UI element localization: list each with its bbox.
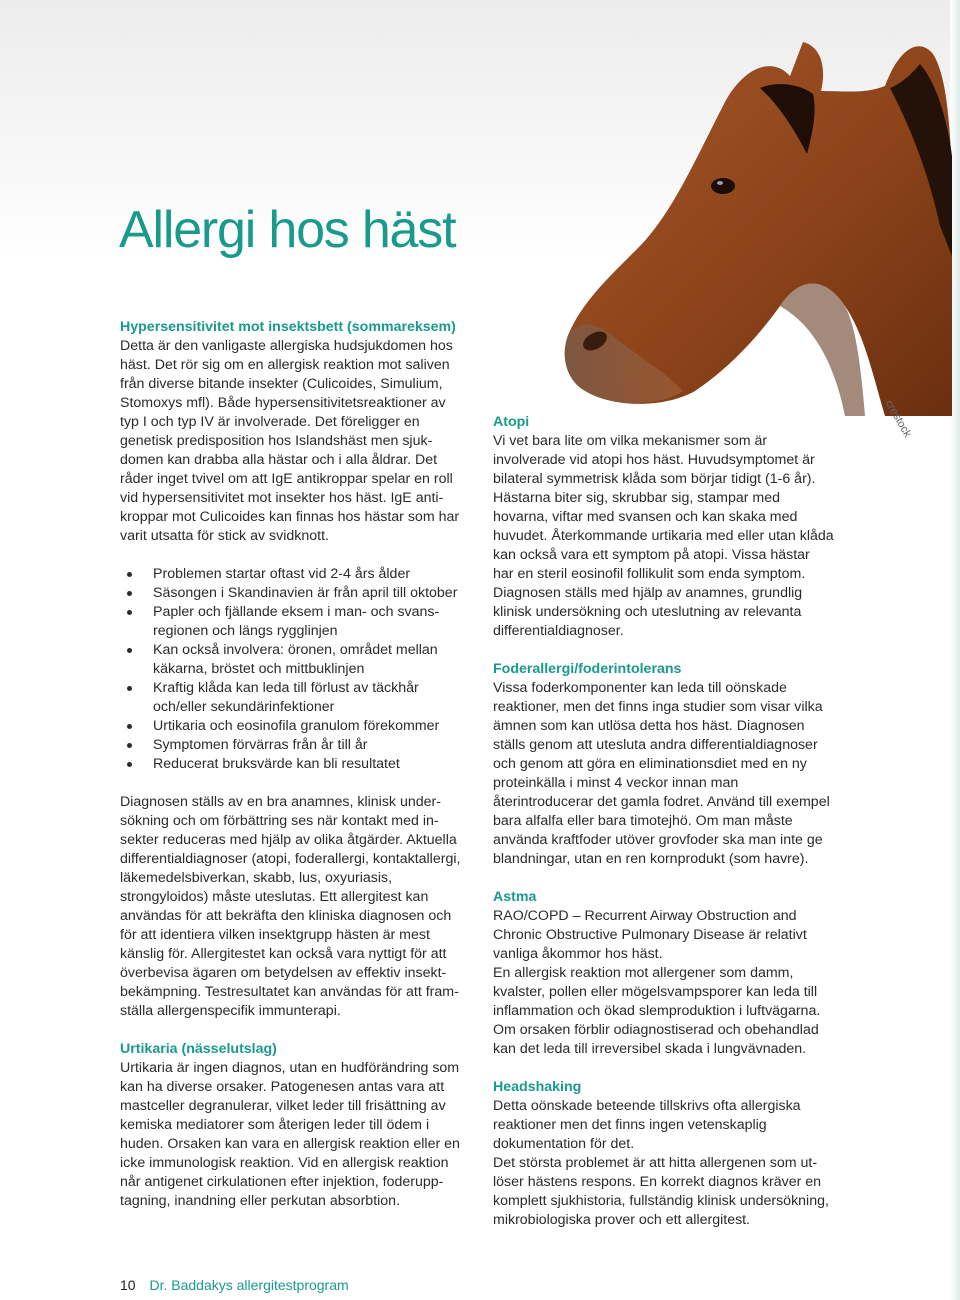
paragraph-headshaking: Detta oönskade beteende tillskrivs ofta allergiska reaktioner men det finns ingen vetenskaplig dokumentation för det. Det största problemet är att hitta allergenen som ut- löser hästens respons. En korrekt diagnos kräver en komplett sjukhistoria, fullständig klinisk undersökning, mikrobiologiska prover och ett allergitest. [493, 1098, 829, 1228]
symptom-bullet-list [120, 565, 480, 774]
list-item: Urtikaria och eosinofila granulom förekommer [120, 717, 480, 736]
page-title: Allergi hos häst [119, 201, 456, 259]
left-column [120, 318, 480, 1211]
paragraph-asthma: RAO/COPD – Recurrent Airway Obstruction and Chronic Obstructive Pulmonary Disease är relativt vanliga åkommor hos häst. En allergisk reaktion mot allergener som damm, kvalster, pollen eller mögelsvampsporer kan leda till inflammation och ökad slemproduktion i luftvägarna. Om orsaken förblir odiagnostiserad och obehandlad kan det leda till irreversibel skada i lungvävnaden. [493, 908, 821, 1057]
heading-urticaria: Urtikaria (nässelutslag) [120, 1041, 277, 1057]
right-column [493, 413, 843, 1230]
list-item: Symptomen förvärras från år till år [120, 736, 480, 755]
paragraph-food-allergy: Vissa foderkomponenter kan leda till oönskade reaktioner, men det finns inga studier som visar vilka ämnen som kan utlösa detta hos häst. Diagnosen ställs genom att utesluta andra differentialdiagnoser och genom att göra en eliminationsdiet med en ny proteinkälla i minst 4 veckor innan man återintroducerar det gamla fodret. Använd till exempel bara alfalfa eller bara timotejhö. Om man måste använda kraftfoder utöver grovfoder ska man inte ge blandningar, utan en ren kornprodukt (som havre). [493, 680, 830, 867]
list-item: Kan också involvera: öronen, området mellan käkarna, bröstet och mittbuklinjen [120, 641, 480, 679]
paragraph-atopy: Vi vet bara lite om vilka mekanismer som är involverade vid atopi hos häst. Huvudsymptomet är bilateral symmetrisk klåda som börjar tidigt (1-6 år). Hästarna biter sig, skrubbar sig, stampar med hovarna, viftar med svansen och kan skaka med huvudet. Återkommande urtikaria med eller utan klåda kan också vara ett symptom på atopi. Vissa hästar har en steril eosinofil follikulit som enda symptom. Diagnosen ställs med hjälp av anamnes, grundlig klinisk undersökning och uteslutning av relevanta differentialdiagnoser. [493, 433, 834, 639]
list-item: Papler och fjällande eksem i man- och svans- regionen och längs rygglinjen [120, 603, 480, 641]
heading-headshaking: Headshaking [493, 1079, 582, 1095]
paragraph-hypersensitivity: Detta är den vanligaste allergiska hudsjukdomen hos häst. Det rör sig om en allergisk reaktion mot saliven från diverse bitande insekter (Culicoides, Simulium, Stomoxys mfl). Både hypersensitivitetsreaktioner av typ I och typ IV är involverade. Det föreligger en genetisk predisposition hos Islandshäst men sjuk- domen kan drabba alla hästar och i alla åldrar. Det råder inget tvivel om att IgE antikroppar spelar en roll vid hypersensitivitet mot insekter hos häst. IgE anti- kroppar mot Culicoides kan finnas hos hästar som har varit utsatta för stick av svidknott. [120, 338, 460, 544]
publication-title: Dr. Baddakys allergitestprogram [149, 1277, 349, 1293]
paragraph-urticaria: Urtikaria är ingen diagnos, utan en hudförändring som kan ha diverse orsaker. Patogenesen antas vara att mastceller degranulerar, vilket leder till frisättning av kemiska mediatorer som återigen leder till ödem i huden. Orsaken kan vara en allergisk reaktion eller en icke immunologisk reaktion. Vid en allergisk reaktion når antigenet cirkulationen efter injektion, foderupp- tagning, inandning eller perkutan absorbtion. [120, 1060, 460, 1209]
page-number: 10 [120, 1277, 136, 1293]
heading-food-allergy: Foderallergi/foderintolerans [493, 661, 682, 677]
paragraph-diagnosis: Diagnosen ställs av en bra anamnes, klinisk under- sökning och om förbättring ses när kontakt med in- sekter reduceras med hjälp av olika åtgärder. Aktuella differentialdiagnoser (atopi, foderallergi, kontaktallergi, läkemedelsbiverkan, skabb, lus, oxyuriasis, strongyloidos) måste uteslutas. Ett allergitest kan användas för att bekräfta den kliniska diagnosen och för att identiera vilken insektgrupp hästen är mest känslig för. Allergitestet kan också vara nyttigt för att överbevisa ägaren om betydelsen av effektiv insekt- bekämpning. Testresultatet kan användas för att fram- ställa allergenspecifik immunterapi. [120, 794, 461, 1019]
list-item: Reducerat bruksvärde kan bli resultatet [120, 755, 480, 774]
horse-eye [711, 178, 735, 194]
page-footer [120, 1277, 349, 1293]
image-credit: crestock [882, 398, 914, 440]
list-item: Problemen startar oftast vid 2-4 års ålder [120, 565, 480, 584]
heading-atopy: Atopi [493, 414, 530, 430]
list-item: Kraftig klåda kan leda till förlust av täckhår och/eller sekundärinfektioner [120, 679, 480, 717]
list-item: Säsongen i Skandinavien är från april till oktober [120, 584, 480, 603]
heading-asthma: Astma [493, 889, 537, 905]
heading-hypersensitivity: Hypersensitivitet mot insektsbett (sommareksem) [120, 319, 456, 335]
horse-head-photo [555, 36, 952, 416]
